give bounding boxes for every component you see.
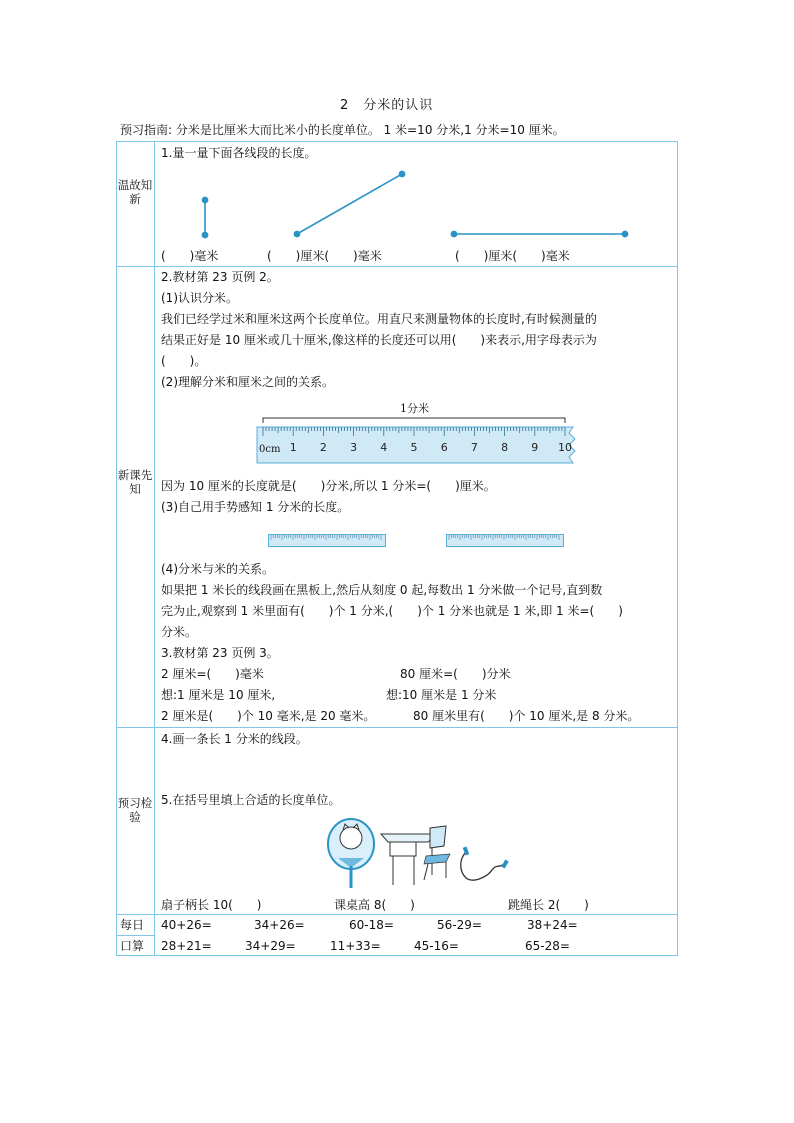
ruler-number: 5: [410, 441, 418, 454]
question-4: 4.画一条长 1 分米的线段。: [161, 732, 308, 746]
ruler-number: 2: [319, 441, 327, 454]
section-label-preview-check: 预习检验: [117, 796, 153, 824]
answer-1c[interactable]: ( )厘米( )毫米: [455, 249, 570, 263]
calc-item: 38+24=: [527, 918, 578, 932]
q5-rope-answer[interactable]: 跳绳长 2( ): [508, 898, 589, 912]
q3-answer-c1[interactable]: 2 厘米是( )个 10 毫米,是 20 毫米。: [161, 709, 376, 723]
answer-1a[interactable]: ( )毫米: [161, 249, 219, 263]
fan-icon: [328, 819, 374, 888]
q5-desk-answer[interactable]: 课桌高 8( ): [334, 898, 415, 912]
q2-text-line: 如果把 1 米长的线段画在黑板上,然后从刻度 0 起,每数出 1 分米做一个记号,直到数: [161, 583, 603, 597]
q2-part-1: (1)认识分米。: [161, 291, 238, 305]
section-label-mental-math: 口算: [120, 939, 145, 953]
ruler-number: 4: [380, 441, 388, 454]
line-segments-figure: [190, 165, 640, 245]
preview-guide: 预习指南: 分米是比厘米大而比米小的长度单位。 1 米=10 分米,1 分米=10 厘米。: [120, 123, 565, 137]
q3-answer-a2[interactable]: 80 厘米=( )分米: [400, 667, 511, 681]
q2-text-line: 我们已经学过米和厘米这两个长度单位。用直尺来测量物体的长度时,有时候测量的: [161, 312, 597, 326]
ruler-figure: [255, 415, 580, 471]
answer-1b[interactable]: ( )厘米( )毫米: [267, 249, 382, 263]
small-ruler-right: [446, 534, 566, 548]
row-divider: [116, 727, 678, 728]
calc-item: 65-28=: [525, 939, 570, 953]
ruler-number: 3: [350, 441, 358, 454]
section-label-daily: 每日: [120, 918, 145, 932]
small-ruler-left: [268, 534, 388, 548]
calc-item: 60-18=: [349, 918, 394, 932]
question-5: 5.在括号里填上合适的长度单位。: [161, 793, 341, 807]
calc-item: 11+33=: [330, 939, 381, 953]
q2-text-line[interactable]: 因为 10 厘米的长度就是( )分米,所以 1 分米=( )厘米。: [161, 479, 496, 493]
q2-part-2: (2)理解分米和厘米之间的关系。: [161, 375, 334, 389]
jump-rope-icon: [461, 847, 509, 881]
calc-item: 56-29=: [437, 918, 482, 932]
ruler-number: 1: [289, 441, 297, 454]
ruler-unit: 0cm: [259, 444, 281, 455]
q5-fan-answer[interactable]: 扇子柄长 10( ): [161, 898, 262, 912]
calc-item: 28+21=: [161, 939, 212, 953]
ruler-number: 9: [531, 441, 539, 454]
row-divider: [116, 935, 154, 936]
q2-text-line: 分米。: [161, 625, 198, 639]
calc-item: 34+29=: [245, 939, 296, 953]
ruler-label: 1分米: [400, 402, 429, 415]
q2-text-line[interactable]: 完为止,观察到 1 米里面有( )个 1 分米,( )个 1 分米也就是 1 米,即 1 米=( ): [161, 604, 623, 618]
question-2: 2.教材第 23 页例 2。: [161, 270, 279, 284]
question-3: 3.教材第 23 页例 3。: [161, 646, 279, 660]
q3-answer-a1[interactable]: 2 厘米=( )毫米: [161, 667, 264, 681]
ruler-number: 10: [558, 441, 572, 454]
ruler-number: 8: [501, 441, 509, 454]
ruler-number: 7: [470, 441, 478, 454]
ruler-number: 6: [440, 441, 448, 454]
row-divider: [116, 266, 678, 267]
q3-hint-2: 想:10 厘米是 1 分米: [386, 688, 497, 702]
q2-text-line[interactable]: ( )。: [161, 354, 207, 368]
calc-item: 45-16=: [414, 939, 459, 953]
section-label-review: 温故知新: [117, 178, 153, 206]
q2-part-4: (4)分米与米的关系。: [161, 562, 274, 576]
page-title: 2 分米的认识: [340, 98, 434, 113]
calc-item: 40+26=: [161, 918, 212, 932]
q5-illustrations: [318, 812, 518, 892]
row-divider: [116, 914, 678, 915]
q2-part-3: (3)自己用手势感知 1 分米的长度。: [161, 500, 350, 514]
q2-text-line[interactable]: 结果正好是 10 厘米或几十厘米,像这样的长度还可以用( )来表示,用字母表示为: [161, 333, 597, 347]
q3-hint-1: 想:1 厘米是 10 厘米,: [161, 688, 276, 702]
q3-answer-c2[interactable]: 80 厘米里有( )个 10 厘米,是 8 分米。: [413, 709, 640, 723]
section-label-new-lesson: 新课先知: [117, 468, 153, 496]
question-1: 1.量一量下面各线段的长度。: [161, 146, 317, 160]
desk-chair-icon: [381, 826, 450, 885]
calc-item: 34+26=: [254, 918, 305, 932]
column-divider: [154, 141, 155, 956]
